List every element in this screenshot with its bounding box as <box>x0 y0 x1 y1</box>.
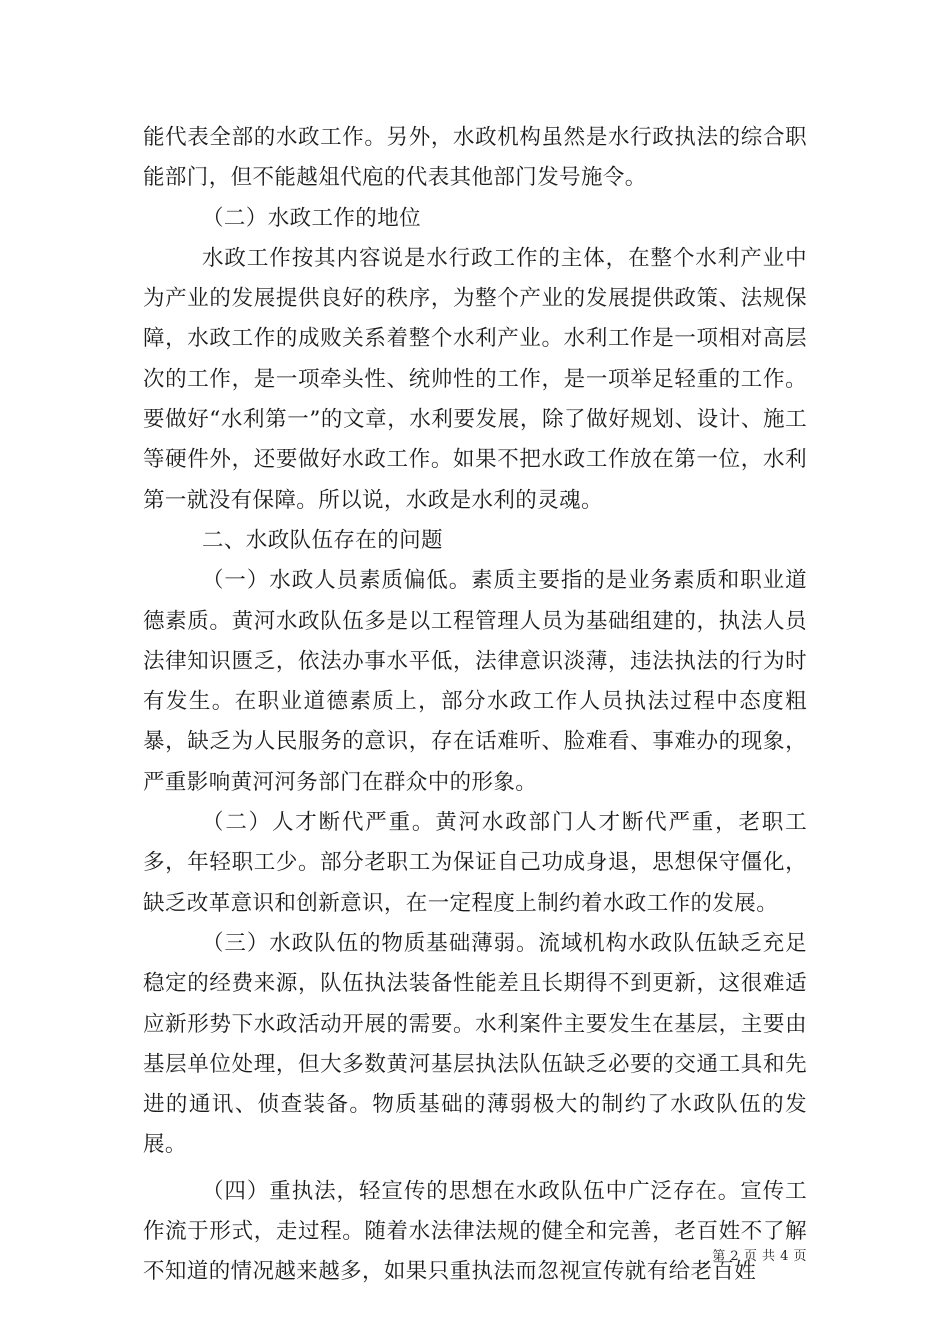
page-number-footer: 第 2 页 共 4 页 <box>712 1249 807 1264</box>
paragraph-status: 水政工作按其内容说是水行政工作的主体，在整个水利产业中为产业的发展提供良好的秩序，为整个产业的发展提供政策、法规保障，水政工作的成败关系着整个水利产业。水利工作是一项相对高层次的工作，是一项牵头性、统帅性的工作，是一项举足轻重的工作。要做好“水利第一”的文章，水利要发展，除了做好规划、设计、施工等硬件外，还要做好水政工作。如果不把水政工作放在第一位，水利第一就没有保障。所以说，水政是水利的灵魂。 <box>143 245 807 513</box>
paragraph-problem-1: （一）水政人员素质偏低。素质主要指的是业务素质和职业道德素质。黄河水政队伍多是以工程管理人员为基础组建的，执法人员法律知识匮乏，依法办事水平低，法律意识淡薄，违法执法的行为时有发生。在职业道德素质上，部分水政工作人员执法过程中态度粗暴，缺乏为人民服务的意识，存在话难听、脸难看、事难办的现象，严重影响黄河河务部门在群众中的形象。 <box>143 568 807 795</box>
section-heading-problems: 二、水政队伍存在的问题 <box>202 527 443 553</box>
paragraph-problem-2: （二）人才断代严重。黄河水政部门人才断代严重，老职工多，年轻职工少。部分老职工为保证自己功成身退，思想保守僵化，缺乏改革意识和创新意识，在一定程度上制约着水政工作的发展。 <box>143 810 807 916</box>
document-body <box>143 118 807 1293</box>
paragraph-problem-3: （三）水政队伍的物质基础薄弱。流域机构水政队伍缺乏充足稳定的经费来源，队伍执法装备性能差且长期得不到更新，这很难适应新形势下水政活动开展的需要。水利案件主要发生在基层，主要由基层单位处理，但大多数黄河基层执法队伍缺乏必要的交通工具和先进的通讯、侦查装备。物质基础的薄弱极大的制约了水政队伍的发展。 <box>143 930 807 1158</box>
section-heading-status: （二）水政工作的地位 <box>202 205 422 231</box>
paragraph-problem-4: （四）重执法，轻宣传的思想在水政队伍中广泛存在。宣传工作流于形式，走过程。随着水法律法规的健全和完善，老百姓不了解不知道的情况越来越多，如果只重执法而忽视宣传就有给老百姓 <box>143 1178 807 1285</box>
paragraph-continuation: 能代表全部的水政工作。另外，水政机构虽然是水行政执法的综合职能部门，但不能越俎代庖的代表其他部门发号施令。 <box>143 125 807 191</box>
